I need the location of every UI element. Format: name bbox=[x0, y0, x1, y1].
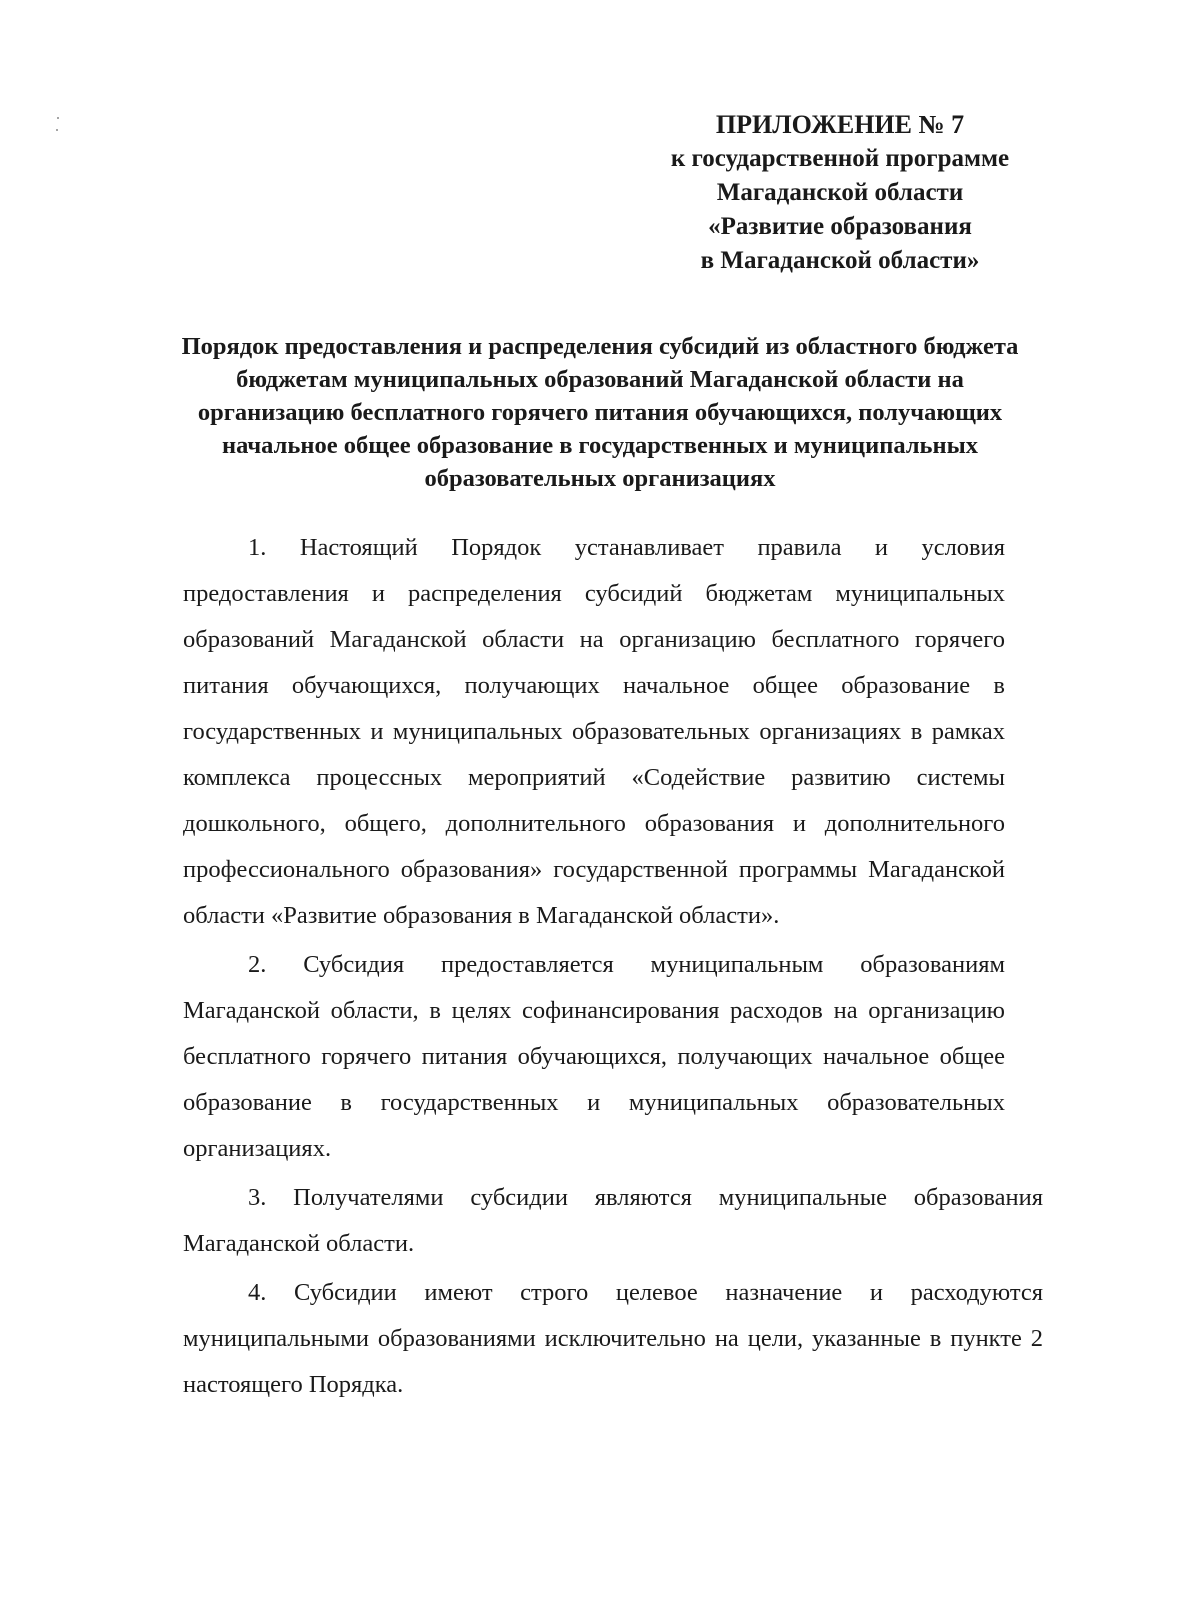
paragraph-1: 1. Настоящий Порядок устанавливает правила и условия предоставления и распределения субсидий бюджетам муниципальных образований Магаданской области на организацию бесплатного горячего питания обучающихся, получающих начальное общее образование в государственных и муниципальных образовательных организациях в рамках комплекса процессных мероприятий «Содействие развитию системы дошкольного, общего, дополнительного образования и дополнительного профессионального образования» государственной программы Магаданской области «Развитие образования в Магаданской области». bbox=[183, 534, 1005, 929]
document-body bbox=[183, 525, 1043, 1411]
annex-line: в Магаданской области» bbox=[700, 247, 980, 274]
annex-line: «Развитие образования bbox=[708, 213, 972, 240]
annex-line: к государственной программе bbox=[670, 145, 1010, 172]
paragraph-2: 2. Субсидия предоставляется муниципальным образованиям Магаданской области, в целях софинансирования расходов на организацию бесплатного горячего питания обучающихся, получающих начальное общее образование в государственных и муниципальных образовательных организациях. bbox=[183, 951, 1005, 1162]
paragraph-3: 3. Получателями субсидии являются муниципальные образования Магаданской области. bbox=[183, 1184, 1043, 1257]
scan-speck bbox=[56, 129, 58, 131]
annex-header bbox=[640, 108, 1040, 278]
scan-speck bbox=[57, 117, 59, 119]
document-title: Порядок предоставления и распределения субсидий из областного бюджета бюджетам муниципальных образований Магаданской области на организацию бесплатного горячего питания обучающихся, получающих начальное общее образование в государственных и муниципальных образовательных организациях bbox=[181, 333, 1019, 492]
annex-title: ПРИЛОЖЕНИЕ № 7 bbox=[715, 110, 965, 139]
annex-line: Магаданской области bbox=[716, 179, 964, 206]
paragraph-4: 4. Субсидии имеют строго целевое назначение и расходуются муниципальными образованиями исключительно на цели, указанные в пункте 2 настоящего Порядка. bbox=[183, 1279, 1043, 1398]
